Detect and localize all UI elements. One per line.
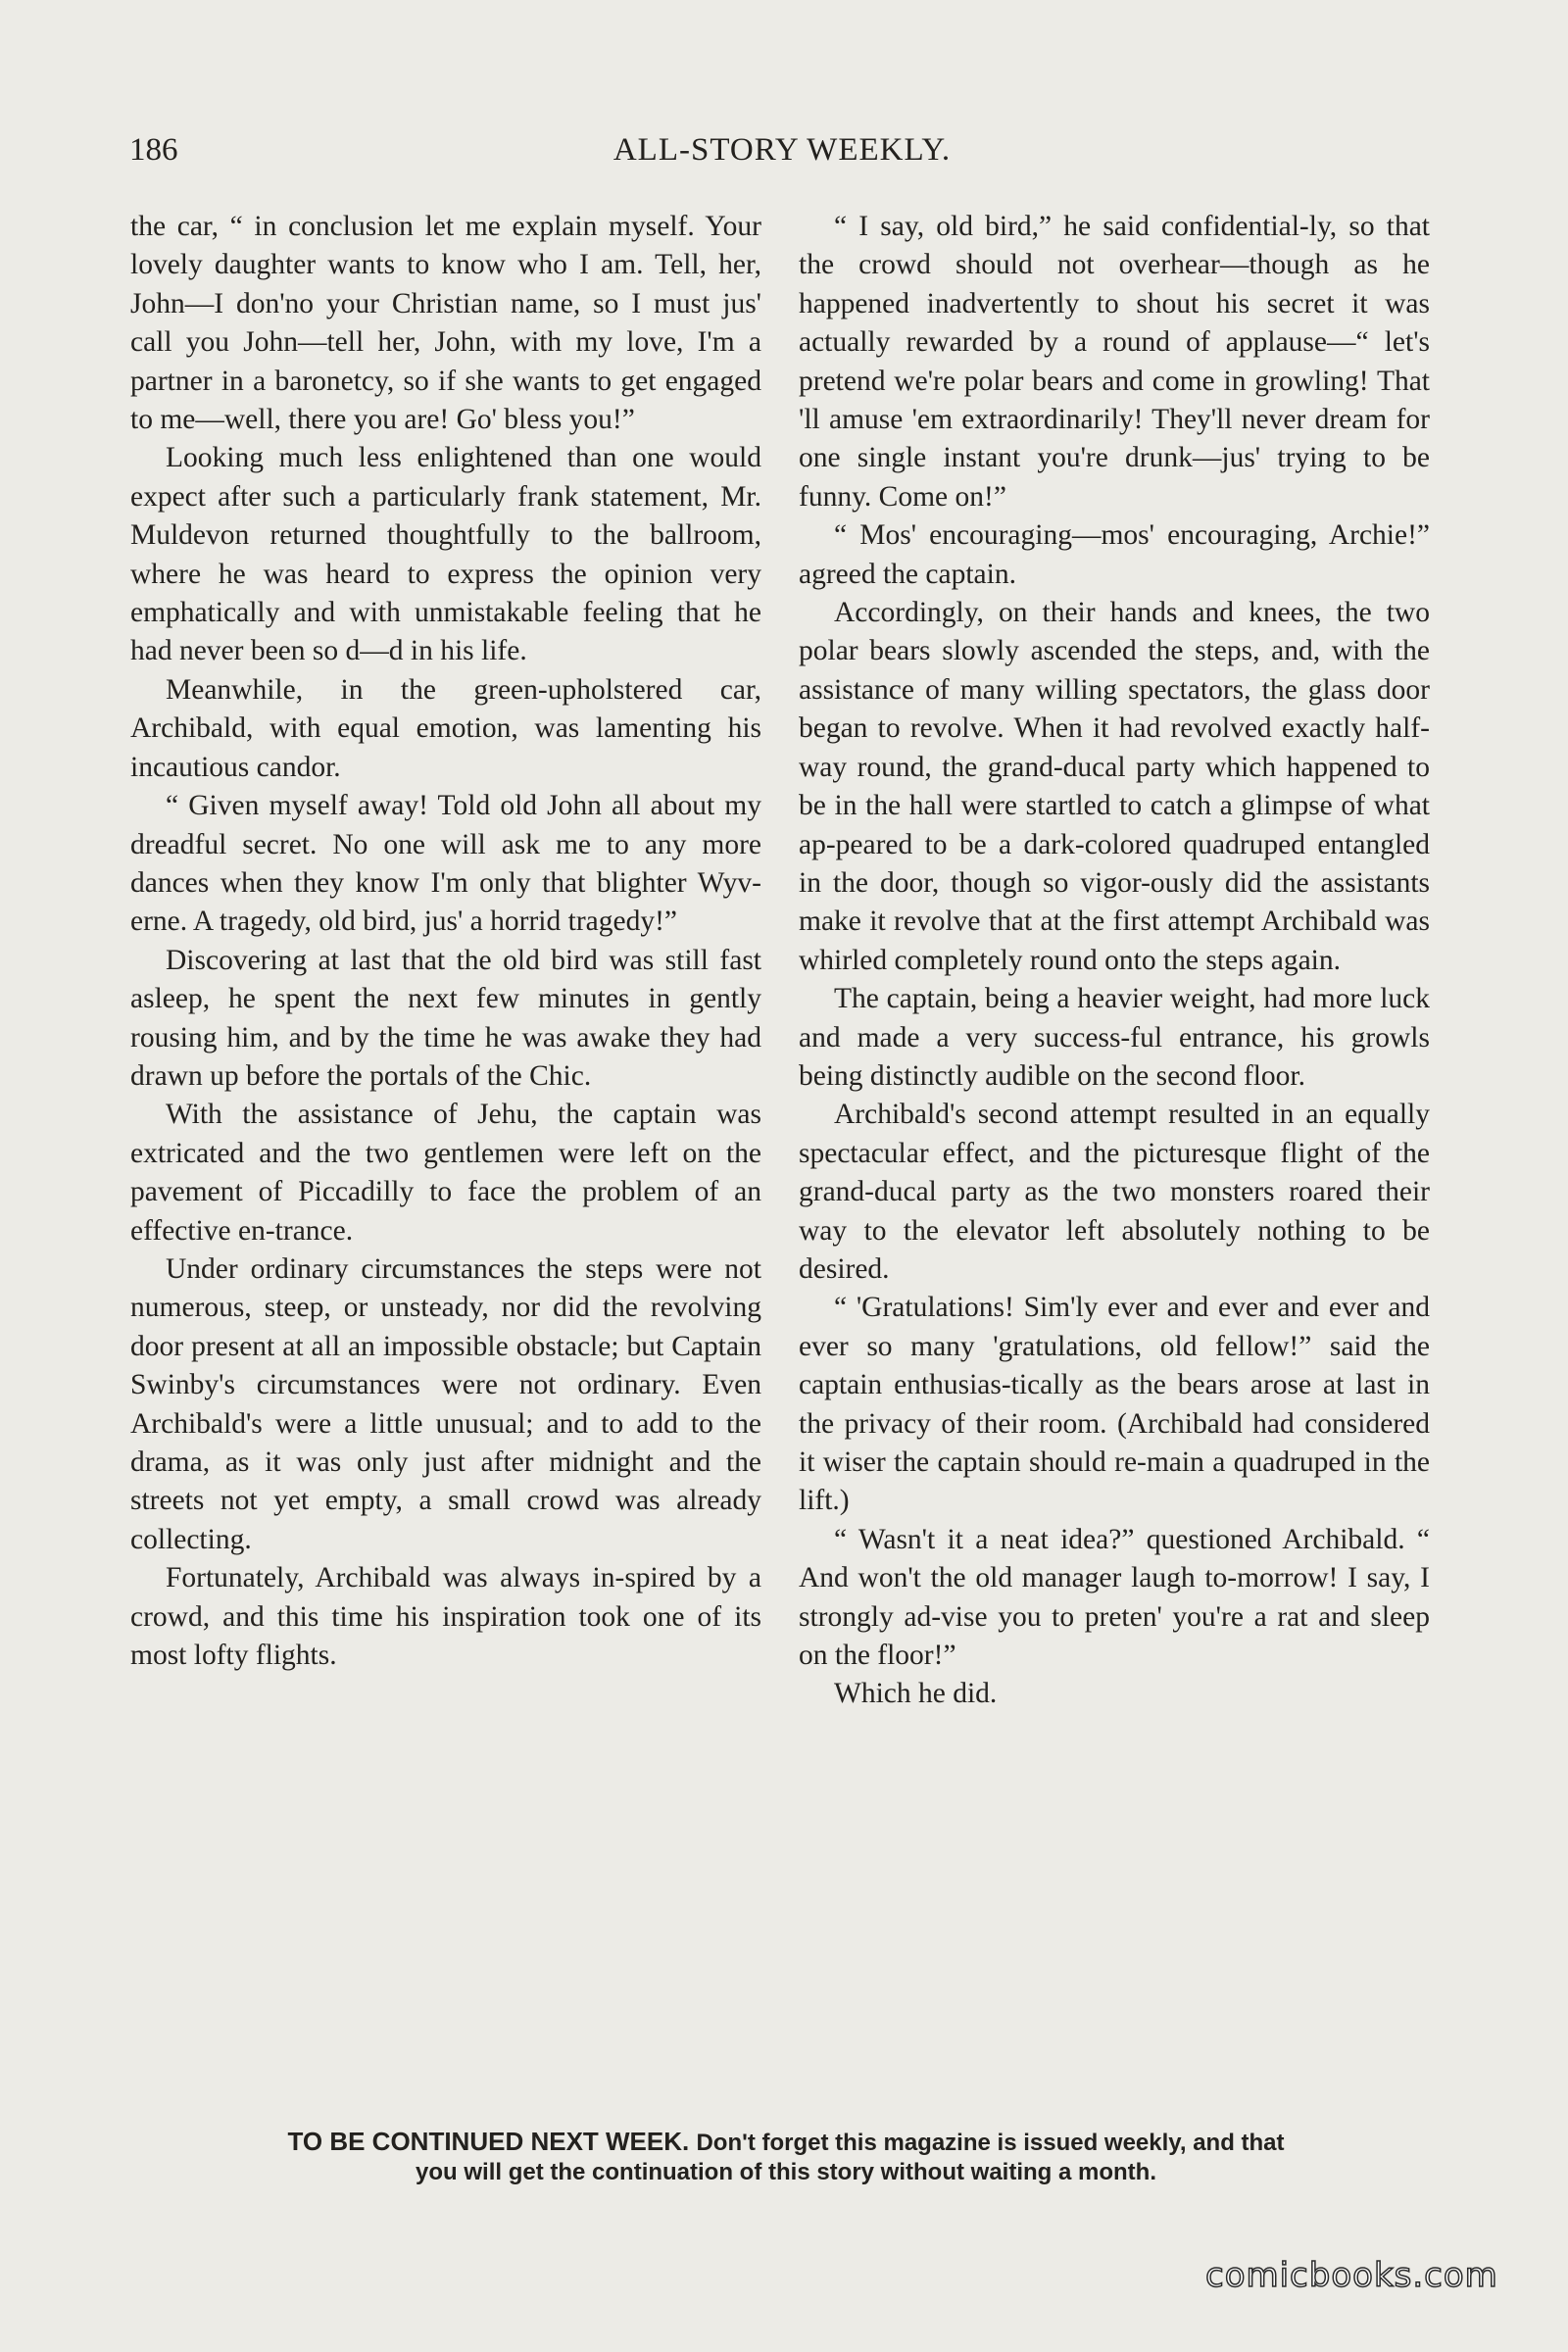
left-column	[130, 208, 761, 1675]
paragraph: With the assistance of Jehu, the captain was extricated and the two gentlemen were left on the pavement of Piccadilly to face the problem of an effective en-trance.	[130, 1099, 761, 1247]
paragraph: Archibald's second attempt resulted in an equally spectacular effect, and the picturesque flight of the grand-ducal party as the two monsters roared their way to the elevator left absolutely nothing to be desired.	[799, 1099, 1430, 1285]
paragraph: Looking much less enlightened than one would expect after such a particularly frank statement, Mr. Muldevon returned thoughtfully to the ballroom, where he was heard to express the opinion very emphatically and with unmistakable feeling that he had never been so d—d in his life.	[130, 442, 761, 667]
paragraph: Accordingly, on their hands and knees, the two polar bears slowly ascended the steps, and, with the assistance of many willing spectators, the glass door began to revolve. When it had revolved exactly half-way round, the grand-ducal party which happened to be in the hall were startled to catch a glimpse of what ap-peared to be a dark-colored quadruped entangled in the door, though so vigor-ously did the assistants make it revolve that at the first attempt Archibald was whirled completely round onto the steps again.	[799, 597, 1430, 976]
paragraph: The captain, being a heavier weight, had more luck and made a very success-ful entrance, his growls being distinctly audible on the second floor.	[799, 983, 1430, 1092]
paragraph: the car, “ in conclusion let me explain myself. Your lovely daughter wants to know who I am. Tell, her, John—I don'no your Christian name, so I must jus' call you John—tell her, John, with my love, I'm a partner in a baronetcy, so if she wants to get engaged to me—well, there you are! Go' bless you!”	[130, 211, 761, 436]
page-header	[129, 132, 1435, 181]
paragraph: “ Mos' encouraging—mos' encouraging, Archie!” agreed the captain.	[799, 519, 1430, 590]
paragraph: “ I say, old bird,” he said confidential-ly, so that the crowd should not overhear—though as he happened inadvertently to shout his secret it was actually rewarded by a round of applause—“ let's pretend we're polar bears and come in growling! That 'll amuse 'em extraordinarily! They'll never dream for one single instant you're drunk—jus' trying to be funny. Come on!”	[799, 211, 1430, 513]
to-be-continued: TO BE CONTINUED NEXT WEEK.	[287, 2127, 697, 2156]
paragraph: Meanwhile, in the green-upholstered car, Archibald, with equal emotion, was lamenting his incautious candor.	[130, 673, 761, 783]
paragraph: Discovering at last that the old bird was still fast asleep, he spent the next few minutes in gently rousing him, and by the time he was awake they had drawn up before the portals of the Chic.	[130, 944, 761, 1092]
running-head: ALL-STORY WEEKLY.	[612, 132, 952, 168]
right-column	[799, 208, 1430, 1714]
watermark-logo: comicbooks.com	[1205, 2256, 1498, 2295]
notice-line-1: Don't forget this magazine is issued weekly, and that	[696, 2130, 1285, 2156]
page-number: 186	[129, 132, 178, 168]
continuation-notice	[129, 2127, 1443, 2187]
paragraph: “ Wasn't it a neat idea?” questioned Archibald. “ And won't the old manager laugh to-morrow! I say, I strongly ad-vise you to preten' you're a rat and sleep on the floor!”	[799, 1523, 1430, 1672]
paragraph: “ Given myself away! Told old John all about my dreadful secret. No one will ask me to any more dances when they know I'm only that blighter Wyv-erne. A tragedy, old bird, jus' a horrid tragedy!”	[130, 790, 761, 938]
paragraph: Fortunately, Archibald was always in-spired by a crowd, and this time his inspiration took one of its most lofty flights.	[130, 1562, 761, 1672]
paragraph: Under ordinary circumstances the steps were not numerous, steep, or unsteady, nor did the revolving door present at all an impossible obstacle; but Captain Swinby's circumstances were not ordinary. Even Archibald's were a little unusual; and to add to the drama, as it was only just after midnight and the streets not yet empty, a small crowd was already collecting.	[130, 1252, 761, 1555]
notice-line-2: you will get the continuation of this story without waiting a month.	[416, 2159, 1156, 2185]
paragraph: “ 'Gratulations! Sim'ly ever and ever and ever and ever so many 'gratulations, old fellow!” said the captain enthusias-tically as the bears arose at last in the privacy of their room. (Archibald had considered it wiser the captain should re-main a quadruped in the lift.)	[799, 1292, 1430, 1517]
paragraph: Which he did.	[834, 1678, 998, 1710]
